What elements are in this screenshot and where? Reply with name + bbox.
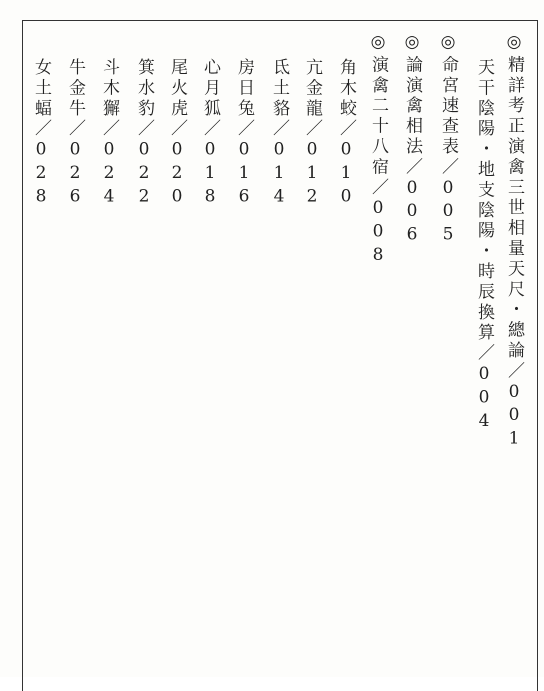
toc-entry-mansion-1: 角木蛟／010 [336,58,356,210]
toc-entry-mansion-5: 心月狐／018 [200,58,220,210]
toc-entry-mansion-6: 尾火虎／020 [167,58,187,210]
toc-entry-mansion-8: 斗木獬／024 [99,58,119,210]
toc-entry-general-discussion: ◎精詳考正演禽三世相量天尺・總論／001 [504,32,524,452]
toc-entry-mansion-3: 氐土貉／014 [269,58,289,210]
toc-entry-life-palace-table: ◎命宮速查表／005 [438,32,458,248]
toc-entry-mansion-10: 女土蝠／028 [31,58,51,210]
toc-entry-mansion-4: 房日兔／016 [234,58,254,210]
toc-entry-physiognomy: ◎論演禽相法／006 [402,32,422,248]
toc-entry-mansion-2: 亢金龍／012 [302,58,322,210]
toc-entry-28-mansions: ◎演禽二十八宿／008 [368,32,388,269]
toc-entry-mansion-7: 箕水豹／022 [134,58,154,210]
toc-entry-mansion-9: 牛金牛／026 [65,58,85,210]
toc-entry-yin-yang: 天干陰陽・地支陰陽・時辰換算／004 [474,58,494,435]
